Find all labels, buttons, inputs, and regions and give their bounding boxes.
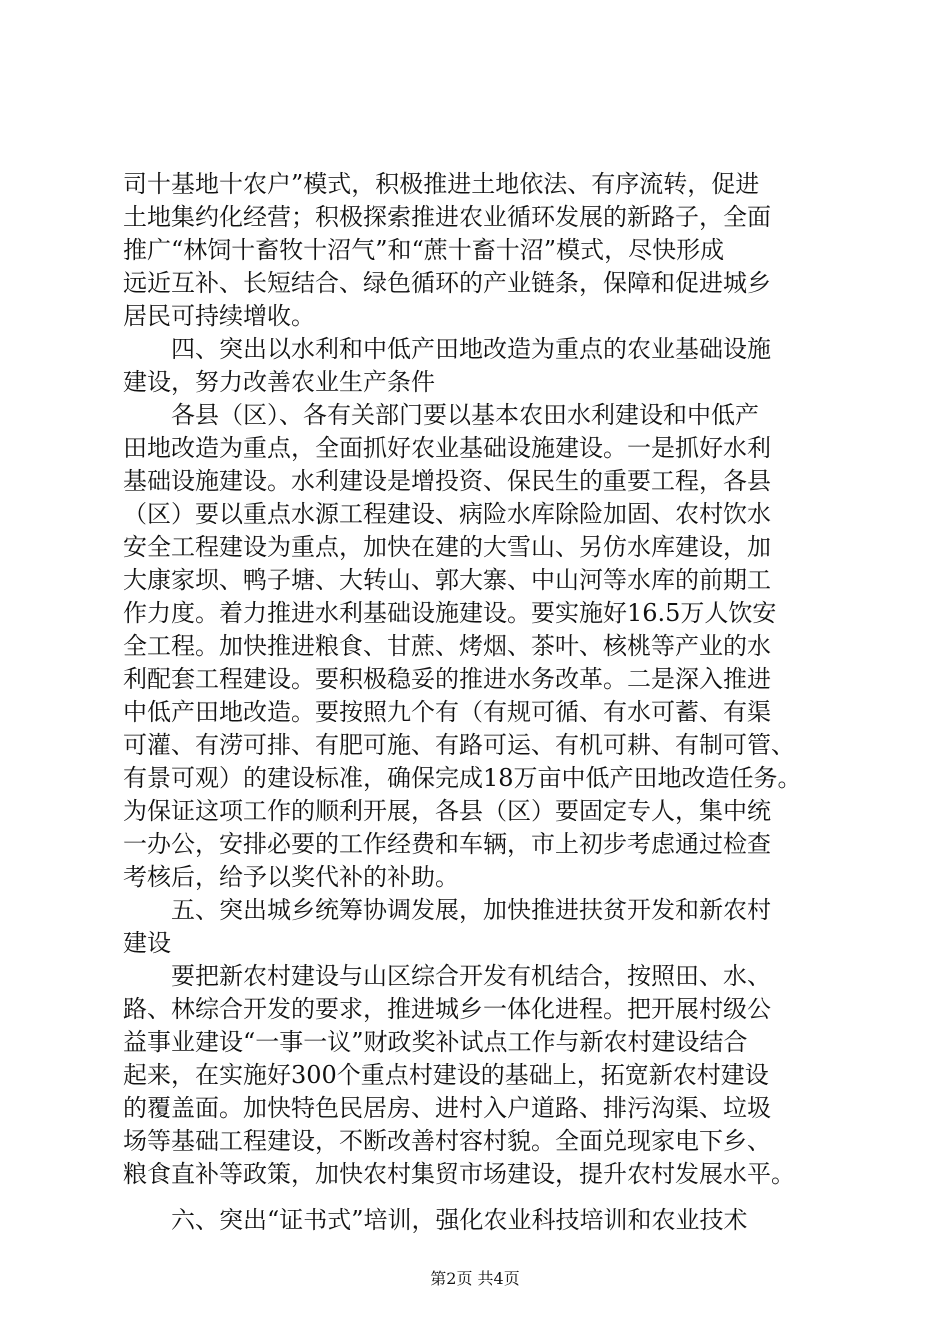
section-heading-5: 五、突出城乡统筹协调发展，加快推进扶贫开发和新农村 — [123, 896, 771, 924]
text-line: 司十基地十农户”模式，积极推进土地依法、有序流转，促进 — [123, 170, 760, 198]
section-heading-4: 四、突出以水利和中低产田地改造为重点的农业基础设施 — [123, 335, 771, 363]
text-line: 考核后，给予以奖代补的补助。 — [123, 863, 459, 891]
section-heading-6: 六、突出“证书式”培训，强化农业科技培训和农业技术 — [123, 1206, 748, 1234]
text-line: 推广“林饲十畜牧十沼气”和“蔗十畜十沼”模式，尽快形成 — [123, 236, 725, 264]
text-line: （区）要以重点水源工程建设、病险水库除险加固、农村饮水 — [123, 500, 771, 528]
text-line: 可灌、有涝可排、有肥可施、有路可运、有机可耕、有制可管、 — [123, 731, 795, 759]
text-line: 粮食直补等政策，加快农村集贸市场建设，提升农村发展水平。 — [123, 1160, 795, 1188]
text-line: 远近互补、长短结合、绿色循环的产业链条，保障和促进城乡 — [123, 269, 771, 297]
text-line: 有景可观）的建设标准，确保完成18万亩中低产田地改造任务。 — [123, 764, 802, 792]
text-line: 土地集约化经营；积极探索推进农业循环发展的新路子，全面 — [123, 203, 771, 231]
text-line: 起来，在实施好300个重点村建设的基础上，拓宽新农村建设 — [123, 1061, 769, 1089]
text-line: 利配套工程建设。要积极稳妥的推进水务改革。二是深入推进 — [123, 665, 771, 693]
text-line: 要把新农村建设与山区综合开发有机结合，按照田、水、 — [123, 962, 771, 990]
text-line: 路、林综合开发的要求，推进城乡一体化进程。把开展村级公 — [123, 995, 771, 1023]
text-line: 大康家坝、鸭子塘、大转山、郭大寨、中山河等水库的前期工 — [123, 566, 771, 594]
text-line: 一办公，安排必要的工作经费和车辆，市上初步考虑通过检查 — [123, 830, 771, 858]
text-line: 安全工程建设为重点，加快在建的大雪山、另仿水库建设，加 — [123, 533, 771, 561]
text-line: 全工程。加快推进粮食、甘蔗、烤烟、茶叶、核桃等产业的水 — [123, 632, 771, 660]
text-line: 作力度。着力推进水利基础设施建设。要实施好16.5万人饮安 — [123, 599, 777, 627]
text-line: 各县（区）、各有关部门要以基本农田水利建设和中低产 — [123, 401, 759, 429]
section-heading-4-cont: 建设，努力改善农业生产条件 — [123, 368, 435, 396]
text-line: 场等基础工程建设，不断改善村容村貌。全面兑现家电下乡、 — [123, 1127, 771, 1155]
text-line: 益事业建设“一事一议”财政奖补试点工作与新农村建设结合 — [123, 1028, 748, 1056]
text-line: 居民可持续增收。 — [123, 302, 315, 330]
text-line: 田地改造为重点，全面抓好农业基础设施建设。一是抓好水利 — [123, 434, 771, 462]
text-line: 中低产田地改造。要按照九个有（有规可循、有水可蓄、有渠 — [123, 698, 771, 726]
section-heading-5-cont: 建设 — [123, 929, 171, 957]
document-body — [123, 168, 833, 1237]
text-line: 为保证这项工作的顺利开展，各县（区）要固定专人，集中统 — [123, 797, 771, 825]
page-footer: 第2页 共4页 — [430, 1269, 520, 1288]
text-line: 基础设施建设。水利建设是增投资、保民生的重要工程，各县 — [123, 467, 771, 495]
text-line: 的覆盖面。加快特色民居房、进村入户道路、排污沟渠、垃圾 — [123, 1094, 771, 1122]
